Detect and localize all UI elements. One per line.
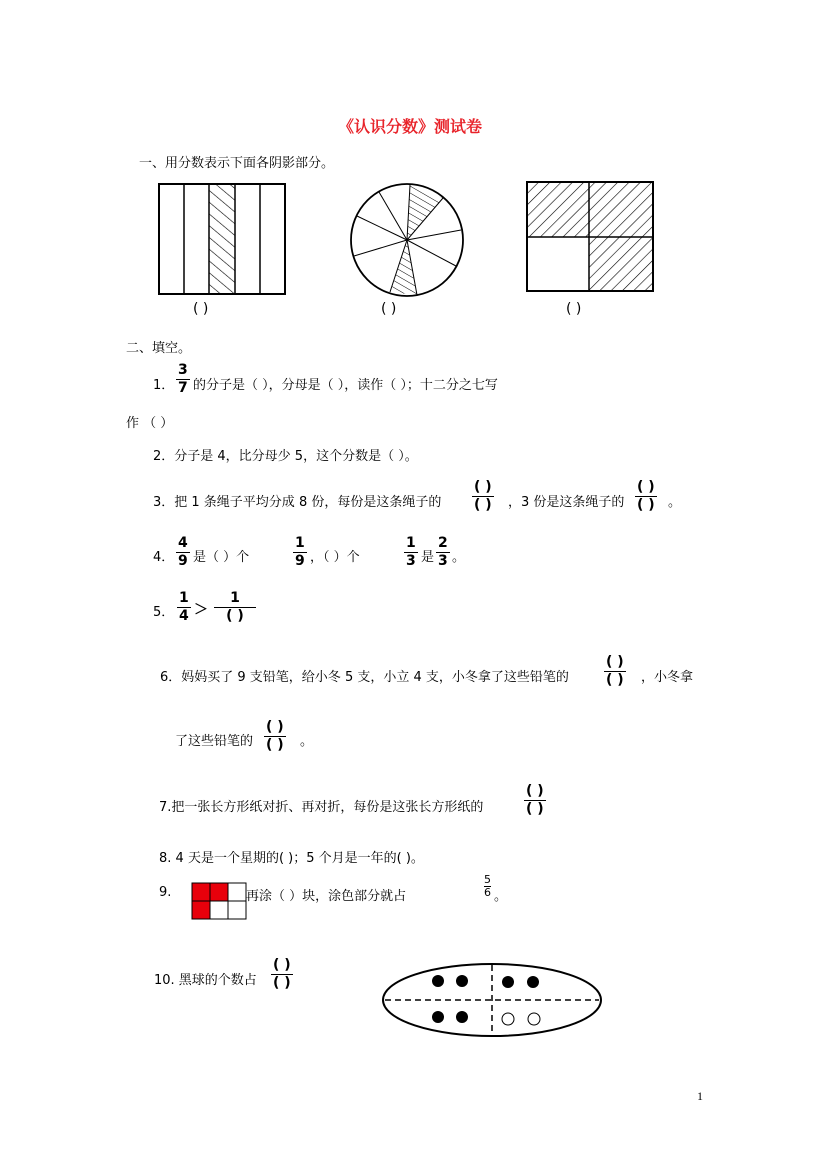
q6-text-a: 6．妈妈买了 9 支铅笔，给小冬 5 支，小立 4 支，小冬拿了这些铅笔的 xyxy=(160,670,569,685)
q5-operator: ＞ xyxy=(194,602,208,618)
q4-number: 4． xyxy=(153,550,175,565)
fraction-denominator: 6 xyxy=(484,886,491,899)
q9-text: 再涂（ ）块，涂色部分就占 xyxy=(246,889,407,904)
fraction-denominator: ( ) xyxy=(637,497,655,513)
q1-fraction xyxy=(176,363,190,396)
section2-heading: 二、填空。 xyxy=(126,341,192,356)
q1-text: 的分子是（ ），分母是（ ），读作（ ）；十二分之七写 xyxy=(193,378,498,393)
fraction-denominator: ( ) xyxy=(266,737,284,753)
q1-number: 1． xyxy=(153,378,175,393)
q3-text-a: 3．把 1 条绳子平均分成 8 份，每份是这条绳子的 xyxy=(153,495,442,510)
fraction-denominator: ( ) xyxy=(526,801,544,817)
q7-text: 7.把一张长方形纸对折、再对折，每份是这张长方形纸的 xyxy=(159,800,484,815)
section1-heading: 一、用分数表示下面各阴影部分。 xyxy=(139,156,335,171)
q4-fraction-2 xyxy=(293,536,307,569)
fraction-denominator: 7 xyxy=(178,380,188,396)
q1-continued: 作 （ ） xyxy=(126,416,174,431)
fraction-denominator: ( ) xyxy=(474,497,492,513)
fraction-numerator: 1 xyxy=(406,535,416,551)
q7-blank-fraction[interactable] xyxy=(524,784,546,817)
q4-fraction-1 xyxy=(176,536,190,569)
fraction-numerator: ( ) xyxy=(606,654,624,670)
fraction-denominator: 9 xyxy=(178,553,188,569)
fraction-numerator: 1 xyxy=(179,590,189,606)
answer-blank-2[interactable]: ( ) xyxy=(381,301,397,317)
fraction-numerator: 5 xyxy=(484,873,491,886)
fraction-numerator: 1 xyxy=(295,535,305,551)
q6-text-d: 。 xyxy=(300,734,314,749)
fraction-denominator: 4 xyxy=(179,608,189,624)
q5-number: 5． xyxy=(153,605,175,620)
fraction-denominator: 3 xyxy=(406,553,416,569)
fraction-denominator[interactable]: ( ) xyxy=(226,608,244,624)
q6-text-b: ，小冬拿 xyxy=(641,670,694,685)
q5-fraction-2[interactable] xyxy=(214,591,256,624)
q5-fraction-1 xyxy=(177,591,191,624)
q3-blank-fraction-1[interactable] xyxy=(472,480,494,513)
q4-text-1: 是（ ）个 xyxy=(193,550,250,565)
q2-text: 2．分子是 4，比分母少 5，这个分数是（ ）。 xyxy=(153,449,418,464)
figure-circle xyxy=(348,181,468,301)
q4-fraction-4 xyxy=(436,536,450,569)
fraction-numerator: ( ) xyxy=(474,479,492,495)
fraction-numerator: 4 xyxy=(178,535,188,551)
answer-blank-1[interactable]: ( ) xyxy=(193,301,209,317)
q8-text: 8. 4 天是一个星期的( )；5 个月是一年的( )。 xyxy=(159,851,424,866)
q6-blank-fraction-2[interactable] xyxy=(264,720,286,753)
q3-text-b: ，3 份是这条绳子的 xyxy=(508,495,625,510)
fraction-numerator: 2 xyxy=(438,535,448,551)
q10-blank-fraction[interactable] xyxy=(271,958,293,991)
q3-text-c: 。 xyxy=(668,495,682,510)
q3-blank-fraction-2[interactable] xyxy=(635,480,657,513)
q6-text-c: 了这些铅笔的 xyxy=(175,734,254,749)
fraction-numerator: ( ) xyxy=(273,957,291,973)
fraction-numerator: 1 xyxy=(230,590,240,606)
fraction-denominator: ( ) xyxy=(273,975,291,991)
fraction-denominator: 3 xyxy=(438,553,448,569)
fraction-numerator: ( ) xyxy=(637,479,655,495)
q9-end: 。 xyxy=(494,889,508,904)
q9-number: 9. xyxy=(159,885,172,900)
q10-text: 10. 黑球的个数占 xyxy=(154,973,257,988)
q4-text-4: 。 xyxy=(452,550,466,565)
q4-text-2: ，（ ）个 xyxy=(310,550,360,565)
fraction-denominator: ( ) xyxy=(606,672,624,688)
figure-square xyxy=(527,182,657,294)
fraction-denominator: 9 xyxy=(295,553,305,569)
fraction-numerator: ( ) xyxy=(526,783,544,799)
q9-fraction xyxy=(484,874,491,899)
q6-blank-fraction-1[interactable] xyxy=(604,655,626,688)
q4-fraction-3 xyxy=(404,536,418,569)
q9-grid xyxy=(192,883,248,923)
fraction-numerator: ( ) xyxy=(266,719,284,735)
q4-text-3: 是 xyxy=(421,550,435,565)
figure-strips xyxy=(159,184,289,296)
fraction-numerator: 3 xyxy=(178,362,188,378)
page-number: 1 xyxy=(697,1089,703,1103)
q10-ellipse-figure xyxy=(381,961,605,1041)
answer-blank-3[interactable]: ( ) xyxy=(566,301,582,317)
page-title: 《认识分数》测试卷 xyxy=(338,117,483,136)
